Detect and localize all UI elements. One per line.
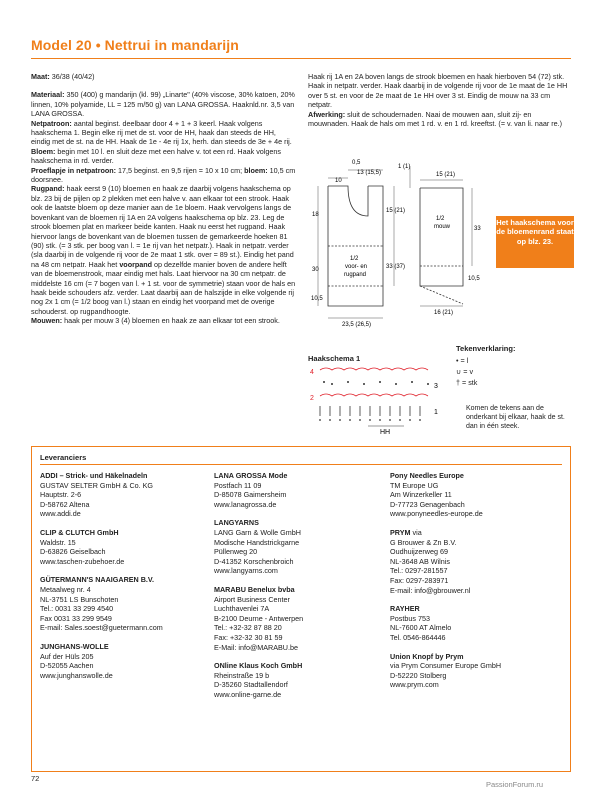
supplier-name-text: RAYHER <box>390 604 420 614</box>
dim-neck-depth: 0,5 <box>352 160 361 166</box>
supplier-line: via Prym Consumer Europe GmbH <box>390 661 502 671</box>
supplier-name-text: Union Knopf by Prym <box>390 651 464 661</box>
supplier-line: D-63826 Geiselbach <box>40 547 106 557</box>
supplier-line: Tel. 0546-864446 <box>390 632 446 642</box>
supplier-name-text: ADDI – Strick- und Häkelnadeln <box>40 471 148 480</box>
dim-left-lower: 30 <box>312 267 319 273</box>
rugpand-text: haak eerst 9 (10) bloemen en haak ze daarbij volgens haakschema op blz. 23 bij de pijlen op 2 plekken met een halve v. aan elkaar tot een strook. Haak ook de laatste bloem op deze manier aan de 1e bloem. Haak vervolgens langs de bovenkant van de bloemen rij 1A en 2A volgens haakschema op blz. 23. Leg de strook bloemen plat en markeer beide kanten. Haak nu eerst het rugpand. Haak hiervoor langs de bovenkant van de bloemen tussen de gemarkeerde hoeken 81 (90) stk. (= 3 stk. per boog van l. = 1e rij van het netpatr.). Haak in netpatr. verder (sla daarbij in de volgende rij voor de 2e maat 1 stk. over = 89 st.). Eindig het pand na 48 cm netpatr. Haak het <box>31 184 294 269</box>
supplier-line: Fax: 0297-283971 <box>390 575 449 585</box>
proef-label: Proeflapje in netpatroon: <box>31 165 117 175</box>
supplier-name-text: JUNGHANS-WOLLE <box>40 641 109 651</box>
supplier-line: B-2100 Deurne - Antwerpen <box>214 613 304 623</box>
double-crochet-icon: † <box>456 378 460 387</box>
materiaal-text: 350 (400) g mandarijn (kl. 99) „Linarte" (40% viscose, 30% katoen, 20% linnen, 10% polyamide, LL = 125 m/50 g) van LANA GROSSA. Haaknld.nr. 3,5 van LANA GROSSA. <box>31 90 295 119</box>
supplier-line: Luchthavenlei 7A <box>214 604 270 614</box>
supplier-name <box>390 528 560 538</box>
supplier-line[interactable]: E-Mail: info@MARABU.be <box>214 642 298 652</box>
supplier-entry <box>390 528 560 595</box>
supplier-line[interactable]: www.online-garne.de <box>214 689 282 699</box>
netpatroon-paragraph <box>31 119 296 147</box>
suppliers-column-3 <box>390 471 560 699</box>
netpatroon-text: aantal beginst. deelbaar door 4 + 1 + 3 keerl. Haak volgens haakschema 1. Begin elke rij met de st. voor de HH, haak dan steeds de HH, eindig met de st. na de HH. Haak de 1e - 4e rij 1x, herh. dan steeds de 3e + 4e rij. <box>31 118 292 147</box>
supplier-name <box>40 642 210 652</box>
haakschema-title: Haakschema 1 <box>308 354 361 363</box>
supplier-line: D-77723 Genagenbach <box>390 499 465 509</box>
mouwen-paragraph <box>31 316 296 325</box>
voorpand-text: op dezelfde manier boven de andere helft van de bloemenstrook, maar eindig met hals. Laat hiervoor na 30 cm netpatr. de middelste 16 cm (= 7 bogen van l. + 1 st. voor de symmetrie) staan voor de hals en haak beide schouders afz. verder. Laat daarbij aan de halszijde in elke volgende rij nog 2x 1 cm (= 1/2 boog van l.) staan en eindig het voorpand met de overige schouderst. op rugpandhoogte. <box>31 259 296 316</box>
single-crochet-icon: ∪ <box>456 367 462 376</box>
dim-bottom-width: 23,5 (26,5) <box>342 322 372 328</box>
dim-neck-width: 13 (15,5) <box>357 170 382 176</box>
proef-bloem-label: bloem: <box>244 165 268 175</box>
supplier-entry <box>40 528 210 566</box>
rugpand-paragraph <box>31 184 296 316</box>
netpatroon-label: Netpatroon: <box>31 118 72 128</box>
row-1-stitches <box>320 406 420 416</box>
supplier-line: Modische Handstrickgarne <box>214 537 300 547</box>
hh-label: HH <box>380 429 391 436</box>
supplier-line: Waldstr. 15 <box>40 537 76 547</box>
supplier-entry <box>214 585 384 652</box>
bloem-text: begin met 10 l. en sluit deze met een halve v. tot een rd. Haak volgens haakschema in rd. verder. <box>31 146 281 166</box>
proef-paragraph <box>31 166 296 185</box>
supplier-line: LANG Garn & Wolle GmbH <box>214 527 301 537</box>
supplier-line[interactable]: www.langyarns.com <box>214 566 278 576</box>
maat-text: 36/38 (40/42) <box>49 72 95 81</box>
instructions-right-column <box>308 72 573 128</box>
supplier-name-text: Pony Needles Europe <box>390 471 464 480</box>
dim-top-left: 10 <box>335 178 342 184</box>
supplier-line: Metaalweg nr. 4 <box>40 584 91 594</box>
materiaal-label: Materiaal: <box>31 90 65 100</box>
supplier-name <box>40 528 210 538</box>
legend-item-sc <box>456 367 473 376</box>
bloem-label: Bloem: <box>31 146 56 156</box>
garment-schematic <box>308 156 498 346</box>
supplier-line: Auf der Hüls 205 <box>40 651 94 661</box>
suppliers-column-1 <box>40 471 210 689</box>
supplier-name-text: GÜTERMANN'S NAAIGAREN B.V. <box>40 575 155 585</box>
dim-left-upper: 18 <box>312 212 319 218</box>
supplier-name <box>214 471 384 481</box>
supplier-line[interactable]: E-mail: info@gbrouwer.nl <box>390 585 471 595</box>
legend-item-chain <box>456 356 468 365</box>
mouwen-label: Mouwen: <box>31 316 63 326</box>
legend-item-dc <box>456 378 477 387</box>
chain-icon: • <box>456 356 459 365</box>
supplier-line: D-41352 Korschenbroich <box>214 556 294 566</box>
legend-dc-text: = stk <box>462 378 478 387</box>
sleeve-label-2: mouw <box>434 224 451 230</box>
supplier-line: GUSTAV SELTER GmbH & Co. KG <box>40 480 154 490</box>
row-number-1: 1 <box>434 409 438 416</box>
supplier-line[interactable]: www.lanagrossa.de <box>214 499 277 509</box>
supplier-line: Hauptstr. 2-6 <box>40 490 82 500</box>
maat-label: Maat: <box>31 72 50 81</box>
supplier-line[interactable]: www.ponyneedles-europe.de <box>390 509 483 519</box>
row-2-stitches <box>320 394 428 396</box>
supplier-line: NL-3751 LS Bunschoten <box>40 594 119 604</box>
supplier-name <box>214 661 384 671</box>
supplier-line: Postfach 11 09 <box>214 480 262 490</box>
supplier-name <box>390 604 560 614</box>
pattern-reference-callout: Het haakschema voor de bloemenrand staat op blz. 23. <box>496 216 574 268</box>
supplier-name-text: LANA GROSSA Mode <box>214 471 288 480</box>
supplier-entry <box>214 661 384 699</box>
supplier-name-text: LANGYARNS <box>214 518 259 528</box>
supplier-name <box>390 652 560 662</box>
dim-bottom-height: 10,5 <box>311 296 323 302</box>
supplier-line: D-35260 Stadtallendorf <box>214 680 288 690</box>
afwerking-text: sluit de schoudernaden. Naai de mouwen aan, sluit zij- en mouwnaden. Haak de hals om met 1 rd. v. en 1 rd. kreeftst. (= v. van li. naar re.) <box>308 109 563 129</box>
sleeve-dim-bottom-height: 10,5 <box>468 276 480 282</box>
supplier-name <box>40 575 210 585</box>
body-label-1: 1/2 <box>350 256 359 262</box>
supplier-entry <box>40 575 210 633</box>
supplier-line: Tel.: +32-32 87 88 20 <box>214 623 282 633</box>
suppliers-box <box>31 446 571 772</box>
supplier-entry <box>390 652 560 690</box>
supplier-line: TM Europe UG <box>390 480 439 490</box>
supplier-entry <box>40 642 210 680</box>
supplier-line: D-52055 Aachen <box>40 661 94 671</box>
supplier-name-suffix: via <box>410 527 422 537</box>
legend-title: Tekenverklaring: <box>456 344 516 353</box>
supplier-line: Postbus 753 <box>390 613 430 623</box>
supplier-line: Fax 0031 33 299 9549 <box>40 613 112 623</box>
supplier-line: D-58762 Altena <box>40 499 90 509</box>
sleeve-dim-right: 33 <box>474 226 481 232</box>
supplier-line: Tel.: 0031 33 299 4540 <box>40 604 114 614</box>
row-number-2: 2 <box>310 395 314 402</box>
supplier-line: G Brouwer & Zn B.V. <box>390 537 457 547</box>
legend-sc-text: = v <box>463 367 474 376</box>
supplier-line: Airport Business Center <box>214 594 290 604</box>
mouwen-text: haak per mouw 3 (4) bloemen en haak ze aan elkaar tot een strook. <box>62 316 280 326</box>
dim-inner-height: 15 (21) <box>386 208 406 214</box>
row-number-3: 3 <box>434 383 438 390</box>
rugpand-label: Rugpand: <box>31 184 65 194</box>
row-3-stitches <box>323 381 429 385</box>
supplier-line: Fax: +32-32 30 81 59 <box>214 632 283 642</box>
sleeve-dim-top-height: 1 (1) <box>398 164 411 170</box>
supplier-entry <box>214 518 384 576</box>
supplier-line: Rheinstraße 19 b <box>214 670 270 680</box>
sleeve-schematic <box>420 188 463 304</box>
supplier-name <box>214 518 384 528</box>
supplier-line: Am Winzerkeller 11 <box>390 490 452 500</box>
proef-text: 17,5 beginst. en 9,5 rijen = 10 x 10 cm; <box>116 165 245 175</box>
foundation-chain <box>319 419 421 421</box>
supplier-name-text: MARABU Benelux bvba <box>214 584 295 594</box>
supplier-entry <box>390 471 560 519</box>
supplier-entry <box>214 471 384 509</box>
supplier-line[interactable]: www.junghanswolle.de <box>40 670 113 680</box>
sleeve-dim-bottom: 16 (21) <box>434 310 454 316</box>
afwerking-paragraph <box>308 110 573 129</box>
supplier-name <box>390 471 560 481</box>
supplier-line[interactable]: www.taschen-zubehoer.de <box>40 556 125 566</box>
supplier-line[interactable]: www.prym.com <box>390 680 439 690</box>
supplier-name-text: PRYM <box>390 527 411 537</box>
suppliers-rule <box>40 464 562 465</box>
page-number: 72 <box>31 774 40 783</box>
voorpand-label: voorpand <box>119 259 153 269</box>
supplier-name-text: ONline Klaus Koch GmbH <box>214 661 303 671</box>
body-schematic <box>328 186 383 306</box>
supplier-line[interactable]: www.addi.de <box>40 509 81 519</box>
body-label-2: voor- en <box>345 264 368 270</box>
haakschema-chart <box>308 364 448 436</box>
supplier-entry <box>390 604 560 642</box>
supplier-name <box>214 585 384 595</box>
materiaal-paragraph <box>31 90 296 118</box>
suppliers-column-2 <box>214 471 384 708</box>
supplier-name-text: CLIP & CLUTCH GmbH <box>40 527 119 537</box>
title-rule <box>31 58 571 59</box>
supplier-name <box>40 471 210 481</box>
instructions-left-column <box>31 72 296 326</box>
supplier-line: Oudhuijzerweg 69 <box>390 547 448 557</box>
afwerking-label: Afwerking: <box>308 109 346 119</box>
bloem-paragraph <box>31 147 296 166</box>
row-number-4: 4 <box>310 369 314 376</box>
supplier-line: D-85078 Gaimersheim <box>214 490 287 500</box>
mouwen-continued-paragraph: Haak rij 1A en 2A boven langs de strook bloemen en haak hierboven 54 (72) stk. Haak in netpatr. verder. Haak daarbij in de volgende rij voor de 1e maat de 1e HH over 5 st. en voor de 2e maat de 1e HH over 3 st. Eindig de mouw na 33 cm netpatr. <box>308 72 568 110</box>
dim-right-height: 33 (37) <box>386 264 406 270</box>
sleeve-label-1: 1/2 <box>436 216 445 222</box>
supplier-line[interactable]: E-mail: Sales.soest@guetermann.com <box>40 623 163 633</box>
maat-paragraph <box>31 72 296 81</box>
sleeve-dim-top: 15 (21) <box>436 172 456 178</box>
page-title: Model 20 • Nettrui in mandarijn <box>31 37 239 53</box>
supplier-line: Tel.: 0297-281557 <box>390 566 448 576</box>
body-label-3: rugpand <box>344 272 367 278</box>
supplier-line: NL-7600 AT Almelo <box>390 623 452 633</box>
supplier-line: Püllenweg 20 <box>214 547 258 557</box>
proef-bloem-text: 10,5 cm doorsnee. <box>31 165 296 185</box>
legend-chain-text: = l <box>460 356 469 365</box>
supplier-entry <box>40 471 210 519</box>
row-4-stitches <box>320 368 428 370</box>
suppliers-title: Leveranciers <box>40 453 87 462</box>
supplier-line: D-52220 Stolberg <box>390 670 447 680</box>
watermark: PassionForum.ru <box>486 780 544 789</box>
legend-note: Komen de tekens aan de onderkant bij elkaar, haak de st. dan in één steek. <box>466 405 565 430</box>
supplier-line: NL-3648 AB Wilnis <box>390 556 450 566</box>
